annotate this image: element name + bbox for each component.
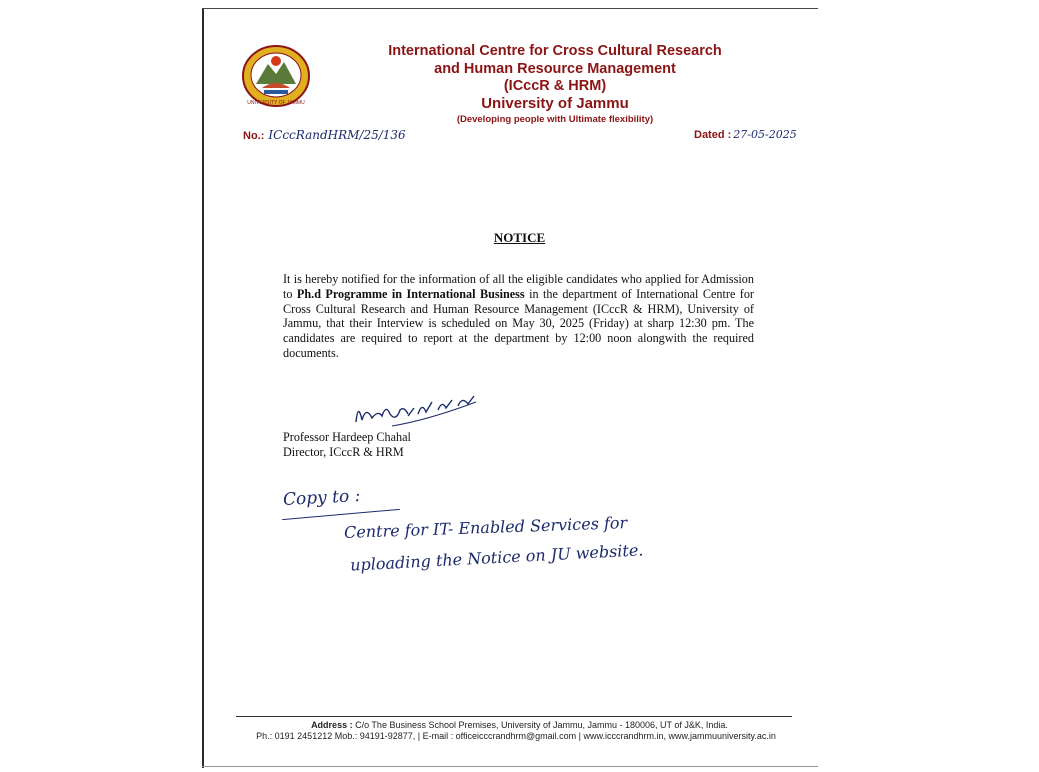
copy-to-underline xyxy=(282,509,400,520)
header-line2: and Human Resource Management xyxy=(434,61,676,77)
notice-text-part2: in the department of International Centre for Cross Cultural Research and Human Resource Management (ICccR & HRM), University of Jammu, that their Interview is scheduled on May 30, 2025 (Friday) at sharp 12:30 pm. The candidates are required to report at the department by 12:00 noon alongwith the required documents. xyxy=(283,286,754,360)
header-university: University of Jammu xyxy=(481,95,629,112)
footer-address xyxy=(0,720,1039,730)
programme-name: Ph.d Programme in International Business xyxy=(296,286,525,301)
copy-to-note: Copy to : xyxy=(282,485,361,511)
header-line3: (ICccR & HRM) xyxy=(503,78,607,94)
notice-body xyxy=(283,272,754,361)
handwritten-note-line2: uploading the Notice on JU website. xyxy=(349,540,644,575)
director-signature xyxy=(348,392,498,432)
signatory-title: Director, ICccR & HRM xyxy=(283,445,404,459)
address-text: C/o The Business School Premises, University of Jammu, Jammu - 180006, UT of J&K, India. xyxy=(355,720,728,730)
notice-text-part1: It is hereby notified for the information of all the eligible candidates who applied for Admission to xyxy=(283,272,754,301)
university-logo xyxy=(240,44,312,108)
address-label: Address : xyxy=(311,720,353,730)
footer-contacts: Ph.: 0191 2451212 Mob.: 94191-92877, | E-mail : officeicccrandhrm@gmail.com | www.icccrandhrm.in, www.jammuuniversity.ac.in xyxy=(256,731,776,741)
reference-number xyxy=(243,128,406,142)
institution-header xyxy=(330,42,780,126)
reference-value: ICccRandHRM/25/136 xyxy=(268,128,406,142)
logo-text: UNIVERSITY OF JAMMU xyxy=(247,100,305,106)
reference-label: No.: xyxy=(243,130,265,142)
page-edge-bottom xyxy=(202,766,818,767)
header-line1: International Centre for Cross Cultural Research xyxy=(388,43,722,59)
signatory-name: Professor Hardeep Chahal xyxy=(283,430,411,444)
date-label: Dated : xyxy=(694,129,732,141)
header-tagline: (Developing people with Ultimate flexibility) xyxy=(456,114,654,125)
page-edge-top xyxy=(202,8,818,9)
handwritten-note-line1: Centre for IT- Enabled Services for xyxy=(343,513,628,542)
date-value: 27-05-2025 xyxy=(733,128,797,141)
page-edge xyxy=(202,8,204,768)
date-line xyxy=(694,128,797,141)
notice-title: NOTICE xyxy=(493,230,546,245)
footer-divider xyxy=(236,716,792,717)
